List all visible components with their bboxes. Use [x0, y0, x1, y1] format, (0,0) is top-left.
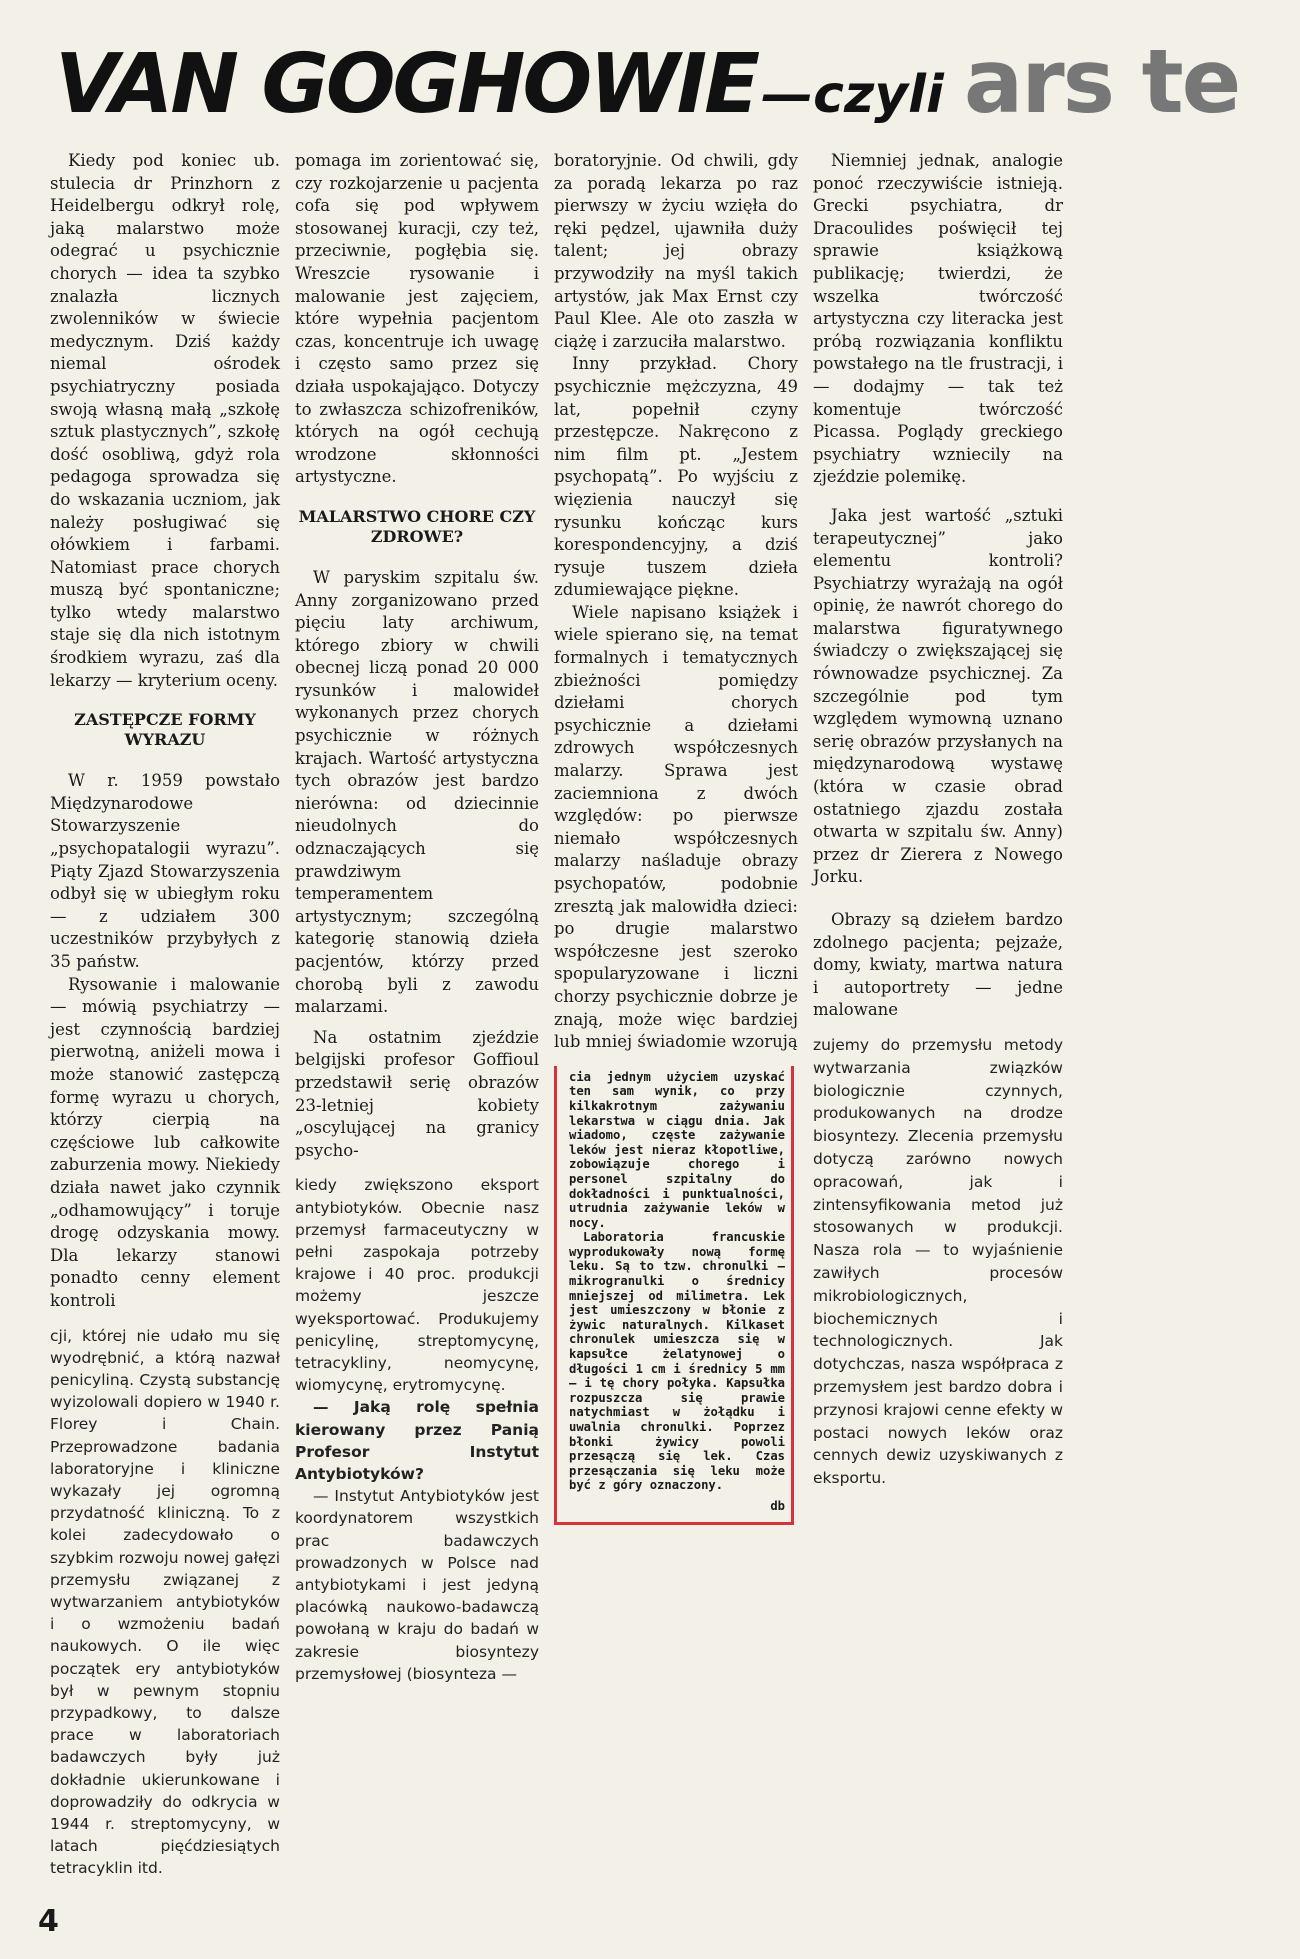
paragraph: boratoryjnie. Od chwili, gdy za poradą lekarza po raz pierwszy w życiu wzięła do ręki pędzel, ujawniła duży talent; jej obrazy przywodziły na myśl takich artystów, jak Max Ernst czy Paul Klee. Ale oto zaszła w ciążę i zarzuciła malarstwo.	[554, 151, 798, 351]
paragraph: cia jednym użyciem uzyskać ten sam wynik, co przy kilkakrotnym zażywaniu lekarstwa w ciągu dnia. Jak wiadomo, częste zażywanie leków jest nieraz kłopotliwe, zobowiązuje chorego i personel szpitalny do dokładności i punktualności, utrudnia zażywanie leków w nocy.	[569, 1069, 785, 1230]
paragraph: Inny przykład. Chory psychicznie mężczyzna, 49 lat, popełnił czyny przestępcze. Nakręcono z nim film pt. „Jestem psychopatą”. Po wyjściu z więzienia nauczył się rysunku kończąc kurs korespondencyjny, a dziś rysuje tuszem dzieła zdumiewające piękne.	[554, 354, 798, 600]
column-4-upper	[813, 150, 1063, 1022]
section-heading: ZASTĘPCZE FORMY WYRAZU	[74, 710, 256, 750]
paragraph: Wiele napisano książek i wiele spierano się, na temat formalnych i tematycznych zbieżności pomiędzy dziełami chorych psychicznie a dziełami zdrowych współczesnych malarzy. Sprawa jest zaciemniona z dwóch względów: po pierwsze niemało współczesnych malarzy naśladuje obrazy psychopatów, podobnie zresztą jak malowidła dzieci: po drugie malarstwo współczesne jest szeroko spopularyzowane i liczni chorzy psychicznie dobrze je znają, może więc bardziej lub mniej świadomie wzorują	[554, 602, 798, 1052]
column-2-lower	[295, 1174, 539, 1685]
headline-part-2: —czyli	[761, 65, 944, 125]
column-3	[554, 150, 798, 1525]
paragraph: Niemniej jednak, analogie ponoć rzeczywiście istnieją. Grecki psychiatra, dr Dracoulides poświęcił tej sprawie książkową publikację; twierdzi, że wszelka twórczość artystyczna czy literacka jest próbą rozwiązania konfliktu powstałego na tle frustracji, i — dodajmy — tak też komentuje twórczość Picassa. Poglądy greckiego psychiatry wzniecily na zjeździe polemikę.	[813, 151, 1063, 487]
paragraph: Rysowanie i malowanie — mówią psychiatrzy — jest czynnością bardziej pierwotną, aniżeli mowa i może stanowić zastępczą formę wyrazu u chorych, którzy cierpią na częściowe lub całkowite zaburzenia mowy. Niekiedy działa nawet jako czynnik „odhamowujący” i toruje drogę odzyskania mowy. Dla lekarzy stanowi ponadto cenny element kontroli	[50, 974, 280, 1310]
paragraph: W r. 1959 powstało Międzynarodowe Stowarzyszenie „psychopatalogii wyrazu”. Piąty Zjazd Stowarzyszenia odbył się w ubiegłym roku — z udziałem 300 uczestników przybyłych z 35 państw.	[50, 771, 280, 971]
paragraph: Obrazy są dziełem bardzo zdolnego pacjenta; pejzaże, domy, kwiaty, martwa natura i autoportrety — jedne malowane	[813, 910, 1063, 1020]
headline-part-1: VAN GOGHOWIE	[55, 37, 758, 132]
column-2	[295, 150, 539, 1685]
column-4-lower	[813, 1034, 1063, 1490]
paragraph: — Instytut Antybiotyków jest koordynatorem wszystkich prac badawczych prowadzonych w Polsce nad antybiotykami i jest jedyną placówką naukowo-badawczą powołaną w kraju do badań w zakresie biosyntezy przemysłowej (biosynteza —	[295, 1487, 539, 1683]
paragraph: kiedy zwiększono eksport antybiotyków. Obecnie nasz przemysł farmaceutyczny w pełni zaspokaja potrzeby krajowe i 40 proc. produkcji możemy jeszcze wyeksportować. Produkujemy penicylinę, streptomycynę, tetracykliny, neomycynę, wiomycynę, erytromycynę.	[295, 1176, 539, 1395]
paragraph: zujemy do przemysłu metody wytwarzania związków biologicznie czynnych, produkowanych na drodze biosyntezy. Zlecenia przemysłu dotyczą zarówno nowych opracowań, jak i zintensyfikowania metod już stosowanych w produkcji. Nasza rola — to wyjaśnienie zawiłych procesów mikrobiologicznych, biochemicznych i technologicznych. Jak dotychczas, nasza współpraca z przemysłem jest bardzo dobra i przynosi krajowi cenne efekty w postaci nowych leków oraz cennych dewiz uzyskiwanych z eksportu.	[813, 1035, 1063, 1488]
paragraph: Jaka jest wartość „sztuki terapeutycznej” jako elementu kontroli? Psychiatrzy wyrażają na ogół opinię, że nawrót chorego do malarstwa figuratywnego świadczy o zwiększającej się równowadze psychicznej. Za szczególnie pod tym względem wymowną uznano serię obrazów przysłanych na międzynarodową wystawę (która w czasie obrad ostatniego zjazdu została otwarta w szpitalu św. Anny) przez dr Zierera z Nowego Jorku.	[813, 505, 1063, 887]
page-number: 4	[38, 1903, 59, 1939]
section-heading: MALARSTWO CHORE CZY ZDROWE?	[298, 506, 536, 546]
column-1-upper	[50, 150, 280, 1313]
column-1-lower	[50, 1325, 280, 1880]
article-columns	[0, 150, 1300, 1880]
paragraph: Kiedy pod koniec ub. stulecia dr Prinzhorn z Heidelbergu odkrył rolę, jaką malarstwo może odegrać u psychicznie chorych — idea ta szybko znalazła licznych zwolenników w świecie medycznym. Dziś każdy niemal ośrodek psychiatryczny posiada swoją własną małą „szkołę sztuk plastycznych”, szkołę dość osobliwą, gdyż rola pedagoga sprowadza się do wskazania uczniom, jak należy posługiwać się ołówkiem i farbami. Natomiast prace chorych muszą być spontaniczne; tylko wtedy malarstwo staje się dla nich istotnym środkiem wyrazu, zaś dla lekarzy — kryterium oceny.	[50, 151, 280, 690]
paragraph: Na ostatnim zjeździe belgijski profesor Goffioul przedstawił serię obrazów 23-letniej kobiety „oscylującej na granicy psycho-	[295, 1027, 539, 1160]
author-signature: db	[770, 1498, 785, 1513]
headline-part-3: ars te	[963, 30, 1240, 133]
column-2-upper	[295, 150, 539, 1162]
headline	[0, 0, 1300, 133]
paragraph: Laboratoria francuskie wyprodukowały nową formę leku. Są to tzw. chronulki — mikrogranulki o średnicy mniejszej od milimetra. Lek jest umieszczony w błonie z żywic naturalnych. Kilkaset chronulek umieszcza się w kapsułce żelatynowej o długości 1 cm i średnicy 5 mm — i tę chory połyka. Kapsułka rozpuszcza się prawie natychmiast w żołądku i uwalnia chronulki. Poprzez błonki żywicy powoli przesączą się lek. Czas przesączania się leku może być z góry oznaczony.	[569, 1230, 785, 1493]
sidebar-box	[554, 1066, 794, 1525]
paragraph: cji, której nie udało mu się wyodrębnić, a którą nazwał penicyliną. Czystą substancję wyizolowali dopiero w 1940 r. Florey i Chain. Przeprowadzone badania laboratoryjne i kliniczne wykazały jej ogromną przydatność kliniczną. To z kolei zadecydowało o szybkim rozwoju nowej gałęzi przemysłu związanej z wytwarzaniem antybiotyków i o wzmożeniu badań naukowych. O ile więc początek ery antybiotyków był w pewnym stopniu przypadkowy, to dalsze prace w laboratoriach badawczych były już dokładnie ukierunkowane i doprowadziły do odkrycia w 1944 r. streptomycyny, w latach pięćdziesiątych tetracyklin itd.	[50, 1326, 280, 1878]
interview-question: — Jaką rolę spełnia kierowany przez Panią Profesor Instytut Antybiotyków?	[295, 1398, 539, 1483]
column-1	[50, 150, 280, 1880]
paragraph: W paryskim szpitalu św. Anny zorganizowano przed pięciu laty archiwum, którego zbiory w chwili obecnej liczą ponad 20 000 rysunków i malowideł wykonanych przez chorych psychicznie w różnych krajach. Wartość artystyczna tych obrazów jest bardzo nierówna: od dziecinnie nieudolnych do odznaczających się prawdziwym temperamentem artystycznym; szczególną kategorię stanowią dzieła pacjentów, którzy przed chorobą byli z zawodu malarzami.	[295, 567, 539, 1017]
column-4	[813, 150, 1063, 1490]
paragraph: pomaga im zorientować się, czy rozkojarzenie u pacjenta cofa się pod wpływem stosowanej kuracji, czy też, przeciwnie, pogłębia się. Wreszcie rysowanie i malowanie jest zajęciem, które wypełnia pacjentom czas, koncentruje ich uwagę i często samo przez się działa uspokajająco. Dotyczy to zwłaszcza schizofreników, których na ogół cechują wrodzone skłonności artystyczne.	[295, 151, 539, 487]
